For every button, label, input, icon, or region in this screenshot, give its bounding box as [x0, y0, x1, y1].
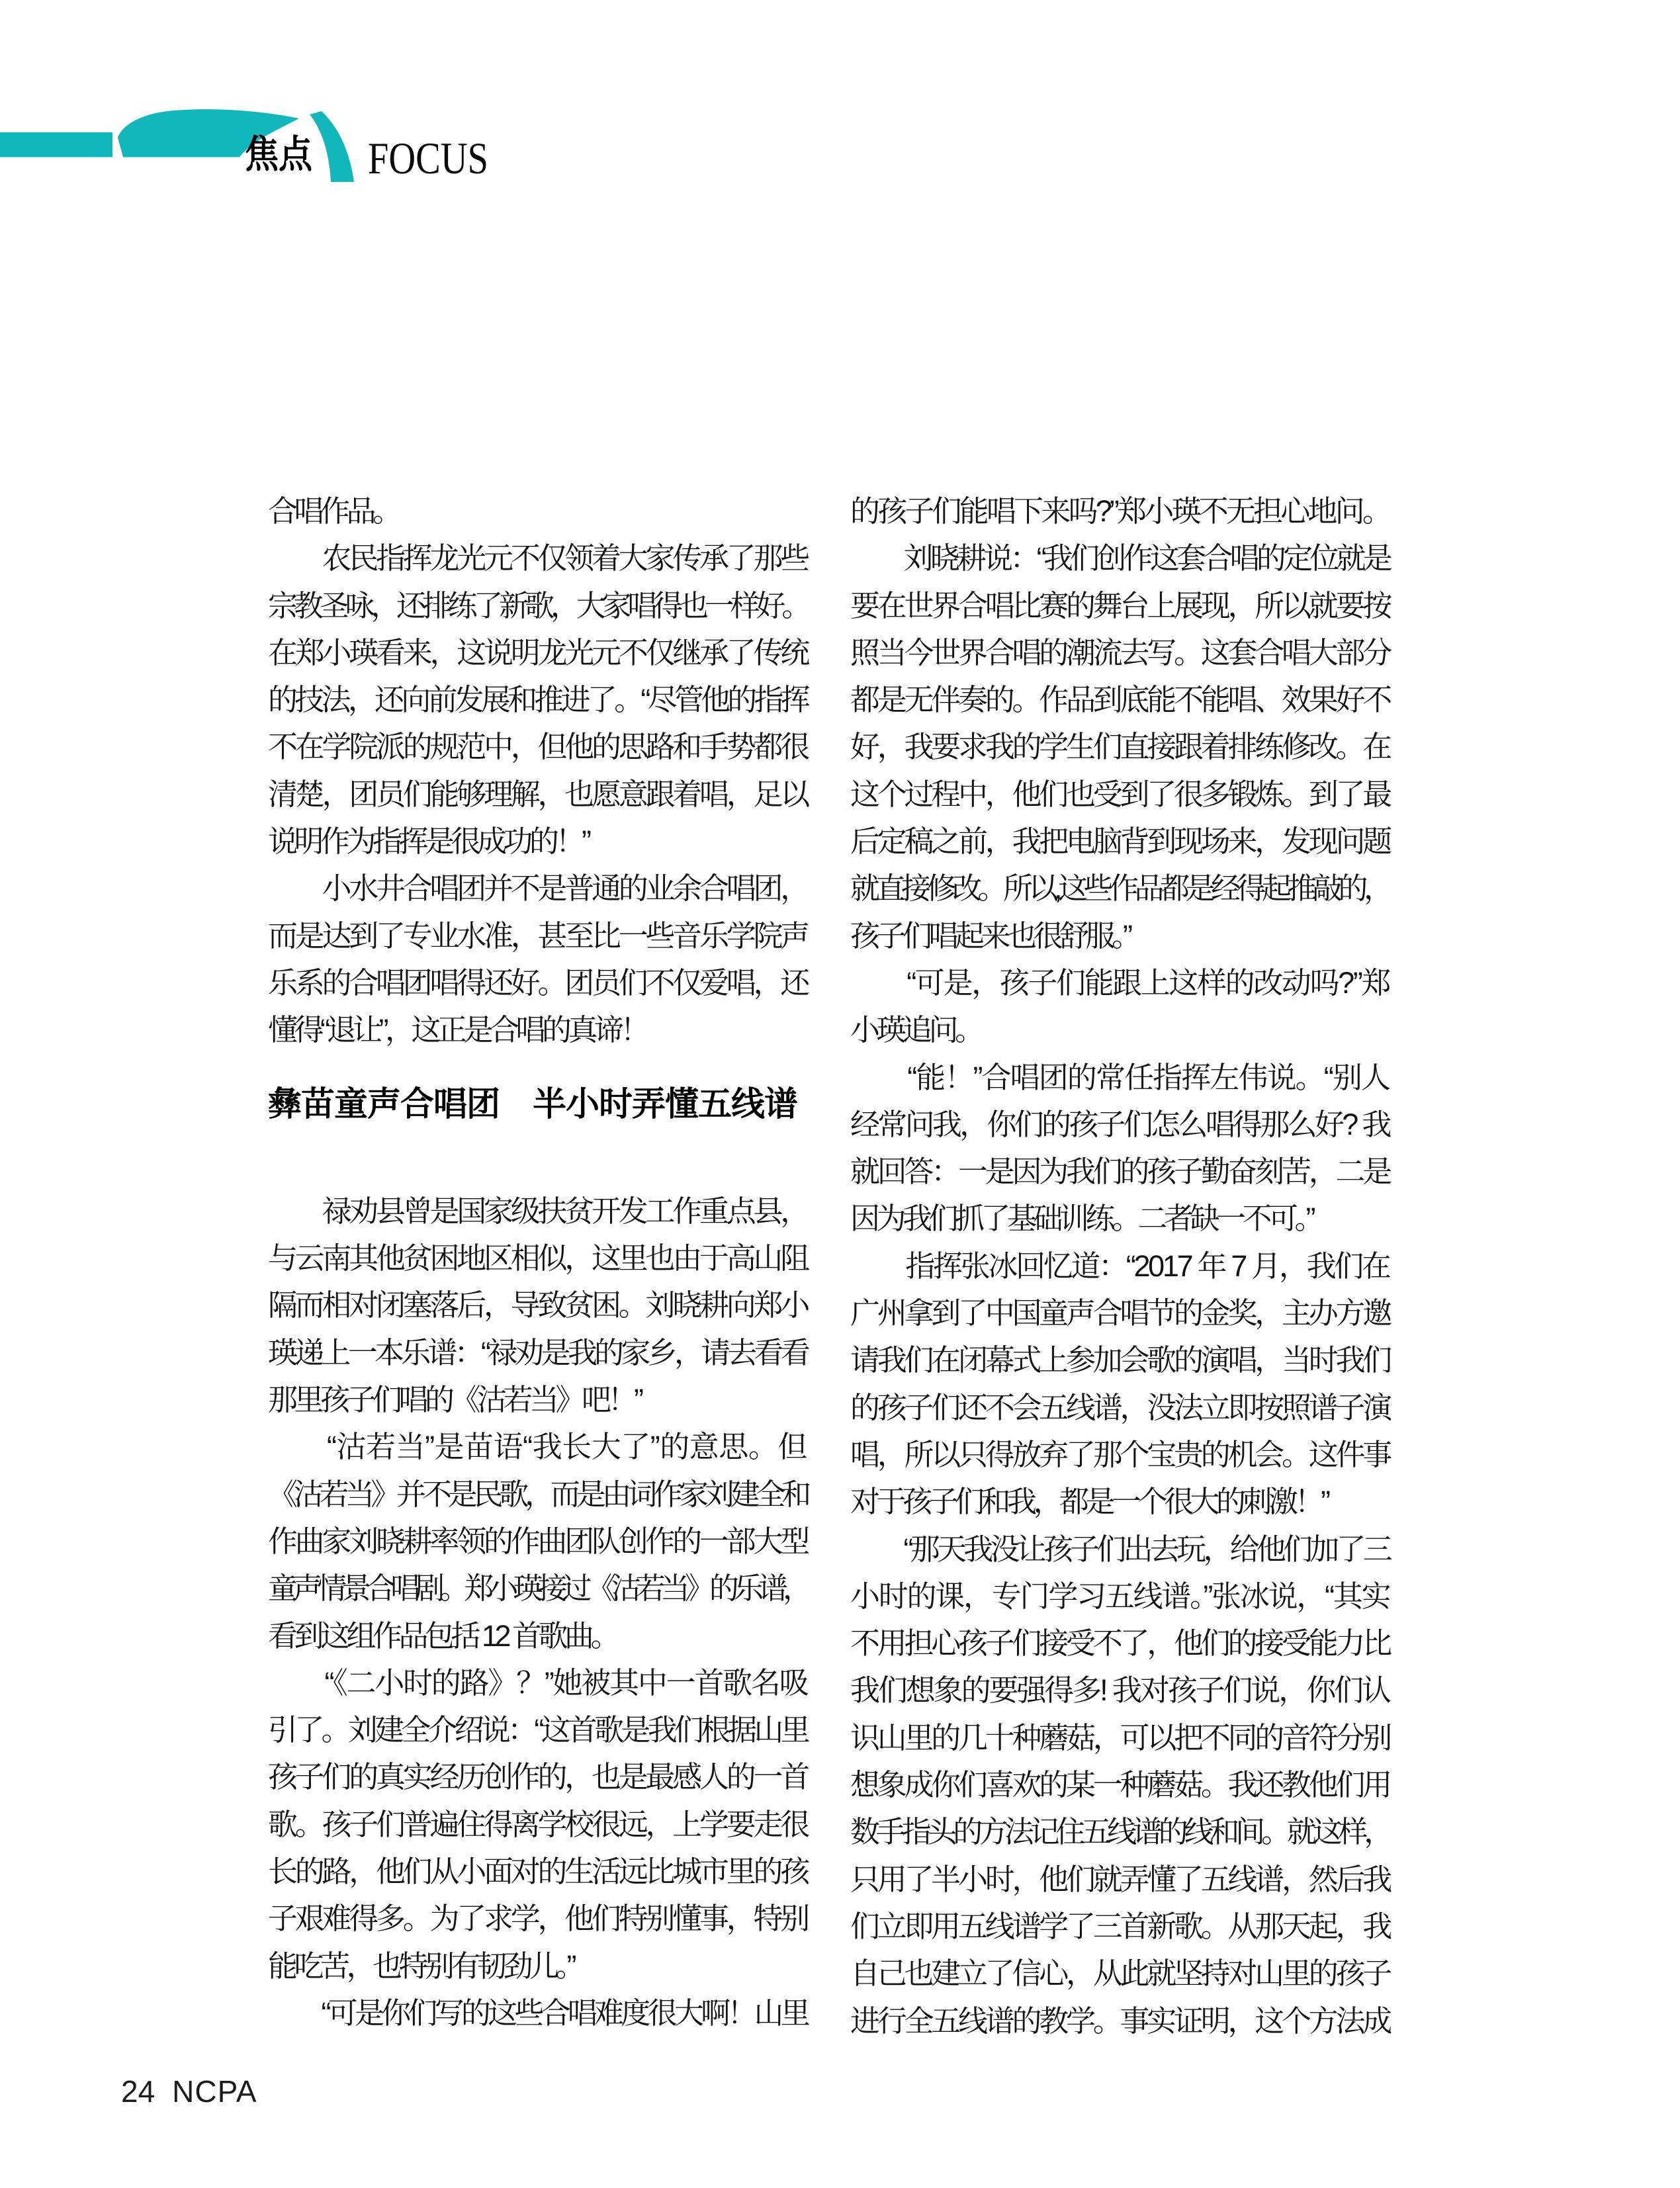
text-line: 要在世界合唱比赛的舞台上展现，所以就要按 [850, 588, 1390, 623]
text-line: 那里孩子们唱的《沽若当》吧！” [268, 1383, 641, 1417]
text-line: 清楚，团员们能够理解，也愿意跟着唱，足以 [268, 777, 808, 811]
text-line: 《沽若当》并不是民歌，而是由词作家刘建全和 [268, 1477, 808, 1511]
text-line: 数手指头的方法记住五线谱的线和间。就这样， [850, 1815, 1390, 1849]
text-line: 童声情景合唱剧。郑小瑛接过《沽若当》的乐谱， [268, 1571, 808, 1606]
text-line: 这个过程中，他们也受到了很多锻炼。到了最 [850, 777, 1390, 811]
text-line: 经常问我，你们的孩子们怎么唱得那么好? 我 [850, 1107, 1390, 1141]
page-footer [121, 2068, 257, 2115]
text-line: 的技法，还向前发展和推进了。“尽管他的指挥 [268, 683, 808, 717]
text-line: 的孩子们能唱下来吗?”郑小瑛不无担心地问。 [850, 494, 1390, 528]
text-line: 自己也建立了信心，从此就坚持对山里的孩子 [850, 1956, 1390, 1991]
text-line: “沽若当”是苗语“我长大了”的意思。但 [268, 1430, 807, 1464]
text-line: 照当今世界合唱的潮流去写。这套合唱大部分 [850, 635, 1390, 670]
text-line: 与云南其他贫困地区相似，这里也由于高山阻 [268, 1241, 808, 1276]
text-line: “可是，孩子们能跟上这样的改动吗?”郑 [850, 965, 1390, 1000]
text-line: 就回答：一是因为我们的孩子勤奋刻苦，二是 [850, 1155, 1390, 1189]
text-line: 合唱作品。 [268, 494, 399, 528]
text-line: 能吃苦，也特别有韧劲儿。” [268, 1948, 573, 1983]
text-line: “《二小时的路》？”她被其中一首歌名吸 [268, 1665, 808, 1700]
text-line: 想象成你们喜欢的某一种蘑菇。我还教他们用 [850, 1768, 1390, 1802]
logo-swoosh-shape [310, 111, 354, 182]
text-line: 长的路，他们从小面对的生活远比城市里的孩 [268, 1855, 808, 1889]
text-line: 都是无伴奏的。作品到底能不能唱、效果好不 [850, 683, 1390, 717]
text-line: “能！”合唱团的常任指挥左伟说。“别人 [850, 1060, 1390, 1094]
text-line: 的孩子们还不会五线谱，没法立即按照谱子演 [850, 1390, 1390, 1424]
text-line: 指挥张冰回忆道：“2017 年 7 月，我们在 [850, 1248, 1390, 1283]
text-line: 因为我们抓了基础训练。二者缺一不可。” [850, 1202, 1312, 1236]
focus-logo-icon [0, 108, 503, 194]
page-number: 24 [121, 2074, 155, 2109]
text-line: 在郑小瑛看来，这说明龙光元不仅继承了传统 [268, 635, 808, 670]
text-line: 而是达到了专业水准，甚至比一些音乐学院声 [268, 918, 808, 953]
text-line: 隔而相对闭塞落后，导致贫困。刘晓耕向郑小 [268, 1288, 808, 1323]
text-line: 作曲家刘晓耕率领的作曲团队创作的一部大型 [268, 1524, 808, 1558]
text-line: “可是你们写的这些合唱难度很大啊！山里 [268, 1995, 808, 2030]
header-accent-bar [0, 132, 112, 157]
text-line: 请我们在闭幕式上参加会歌的演唱，当时我们 [850, 1343, 1390, 1378]
text-line: 孩子们的真实经历创作的，也是最感人的一首 [268, 1760, 808, 1794]
section-heading: 彝苗童声合唱团 半小时弄懂五线谱 [268, 1084, 798, 1123]
text-line: 看到这组作品包括 12 首歌曲。 [268, 1618, 617, 1653]
text-line: 就直接修改。所以,这些作品都是经得起推敲的， [850, 871, 1390, 906]
text-line: 懂得“退让”，这正是合唱的真谛！ [268, 1013, 646, 1047]
text-line: 瑛递上一本乐谱：“禄劝是我的家乡，请去看看 [268, 1335, 808, 1370]
text-line: 小水井合唱团并不是普通的业余合唱团， [268, 871, 808, 906]
logo-en-text: FOCUS [368, 133, 488, 183]
text-line: 说明作为指挥是很成功的！” [268, 824, 588, 859]
text-line: 对于孩子们和我，都是一个很大的刺激！” [850, 1485, 1327, 1519]
text-line: “那天我没让孩子们出去玩，给他们加了三 [850, 1532, 1390, 1566]
text-line: 宗教圣咏，还排练了新歌，大家唱得也一样好。 [268, 588, 808, 623]
text-line: 进行全五线谱的教学。事实证明，这个方法成 [850, 2003, 1390, 2038]
text-line: 不在学院派的规范中，但他的思路和手势都很 [268, 730, 808, 764]
text-line: 子艰难得多。为了求学，他们特别懂事，特别 [268, 1902, 808, 1936]
text-line: 歌。孩子们普遍住得离学校很远，上学要走很 [268, 1807, 808, 1841]
text-line: 们立即用五线谱学了三首新歌。从那天起，我 [850, 1909, 1390, 1943]
text-line: 只用了半小时，他们就弄懂了五线谱，然后我 [850, 1862, 1390, 1896]
logo-cn-text: 焦点 [245, 133, 313, 176]
page-header [0, 108, 503, 194]
text-line: 小时的课，专门学习五线谱。”张冰说，“其实 [850, 1579, 1390, 1613]
left-column [268, 488, 807, 2036]
journal-code: NCPA [172, 2074, 257, 2109]
text-line: 识山里的几十种蘑菇，可以把不同的音符分别 [850, 1720, 1390, 1755]
text-line: 引了。刘建全介绍说：“这首歌是我们根据山里 [268, 1713, 808, 1747]
text-line: 农民指挥龙光元不仅领着大家传承了那些 [268, 541, 808, 576]
text-line: 刘晓耕说：“我们创作这套合唱的定位就是 [850, 541, 1390, 576]
text-line: 不用担心孩子们接受不了，他们的接受能力比 [850, 1626, 1390, 1661]
text-line: 后定稿之前，我把电脑背到现场来，发现问题 [850, 824, 1390, 859]
text-line: 禄劝县曾是国家级扶贫开发工作重点县， [268, 1194, 808, 1228]
text-line: 乐系的合唱团唱得还好。团员们不仅爱唱，还 [268, 965, 808, 1000]
right-column [850, 488, 1390, 2044]
text-line: 好，我要求我的学生们直接跟着排练修改。在 [850, 730, 1390, 764]
text-line: 唱，所以只得放弃了那个宝贵的机会。这件事 [850, 1437, 1390, 1471]
text-line: 我们想象的要强得多! 我对孩子们说，你们认 [850, 1673, 1390, 1708]
text-line: 广州拿到了中国童声合唱节的金奖，主办方邀 [850, 1296, 1390, 1331]
text-line: 小瑛追问。 [850, 1013, 981, 1047]
text-line: 孩子们唱起来也很舒服。” [850, 918, 1129, 953]
